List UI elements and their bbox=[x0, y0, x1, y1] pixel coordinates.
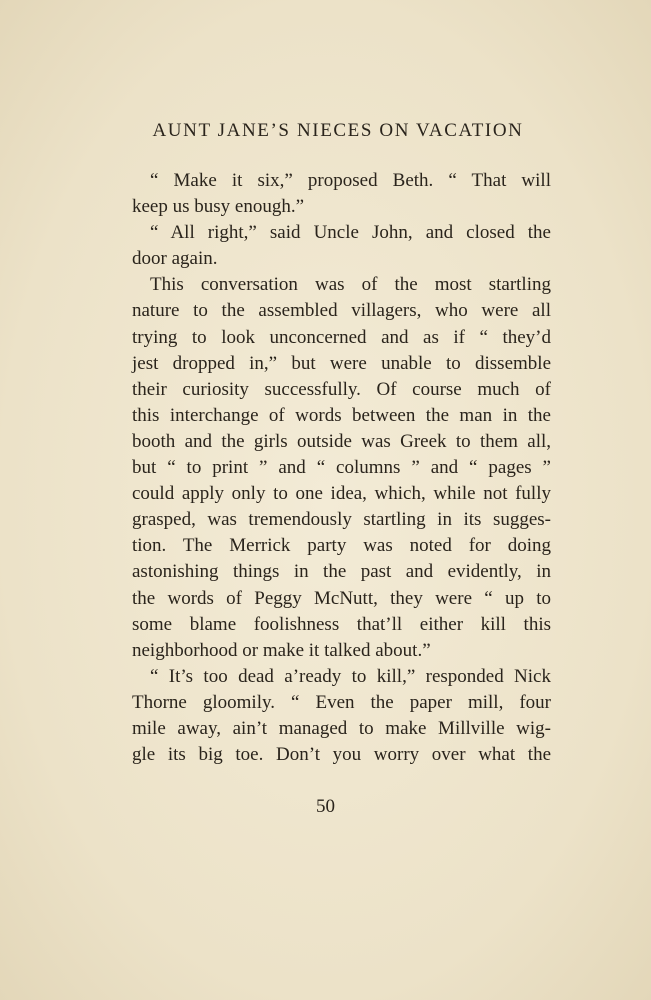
text-line: “ Make it six,” proposed Beth. “ That will bbox=[150, 170, 551, 191]
text-line: “ It’s too dead a’ready to kill,” responded Nick bbox=[150, 665, 551, 687]
text-line: nature to the assembled villagers, who were all bbox=[132, 300, 551, 322]
text-line: astonishing things in the past and evidently, in bbox=[132, 561, 551, 583]
page-number: 50 bbox=[316, 796, 335, 817]
text-line: could apply only to one idea, which, while not fully bbox=[132, 483, 551, 505]
text-line: “ All right,” said Uncle John, and closed the bbox=[150, 222, 551, 244]
text-line: neighborhood or make it talked about.” bbox=[132, 639, 431, 661]
text-line: Thorne gloomily. “ Even the paper mill, four bbox=[132, 691, 551, 713]
text-line: this interchange of words between the man in the bbox=[132, 404, 551, 426]
text-line: the words of Peggy McNutt, they were “ up to bbox=[132, 587, 551, 609]
paragraph bbox=[132, 664, 551, 768]
running-head: AUNT JANE’S NIECES ON VACATION bbox=[152, 120, 524, 141]
text-line: trying to look unconcerned and as if “ they’d bbox=[132, 326, 551, 348]
paragraph bbox=[132, 220, 551, 272]
text-line: their curiosity successfully. Of course much of bbox=[132, 378, 551, 400]
text-line: jest dropped in,” but were unable to dissemble bbox=[132, 352, 551, 374]
text-line: This conversation was of the most startling bbox=[150, 274, 551, 296]
text-line: mile away, ain’t managed to make Millville wig- bbox=[132, 717, 551, 739]
text-line: keep us busy enough.” bbox=[132, 196, 305, 218]
text-line: gle its big toe. Don’t you worry over what the bbox=[132, 744, 551, 766]
body-text bbox=[132, 168, 551, 768]
text-line: some blame foolishness that’ll either kill this bbox=[132, 613, 551, 635]
text-line: tion. The Merrick party was noted for doing bbox=[132, 535, 551, 557]
text-line: booth and the girls outside was Greek to them all, bbox=[132, 430, 551, 452]
paragraph bbox=[132, 272, 551, 663]
text-line: door again. bbox=[132, 248, 218, 270]
paragraph bbox=[132, 168, 551, 220]
text-line: grasped, was tremendously startling in its sugges- bbox=[132, 509, 551, 531]
text-line: but “ to print ” and “ columns ” and “ pages ” bbox=[132, 457, 551, 479]
